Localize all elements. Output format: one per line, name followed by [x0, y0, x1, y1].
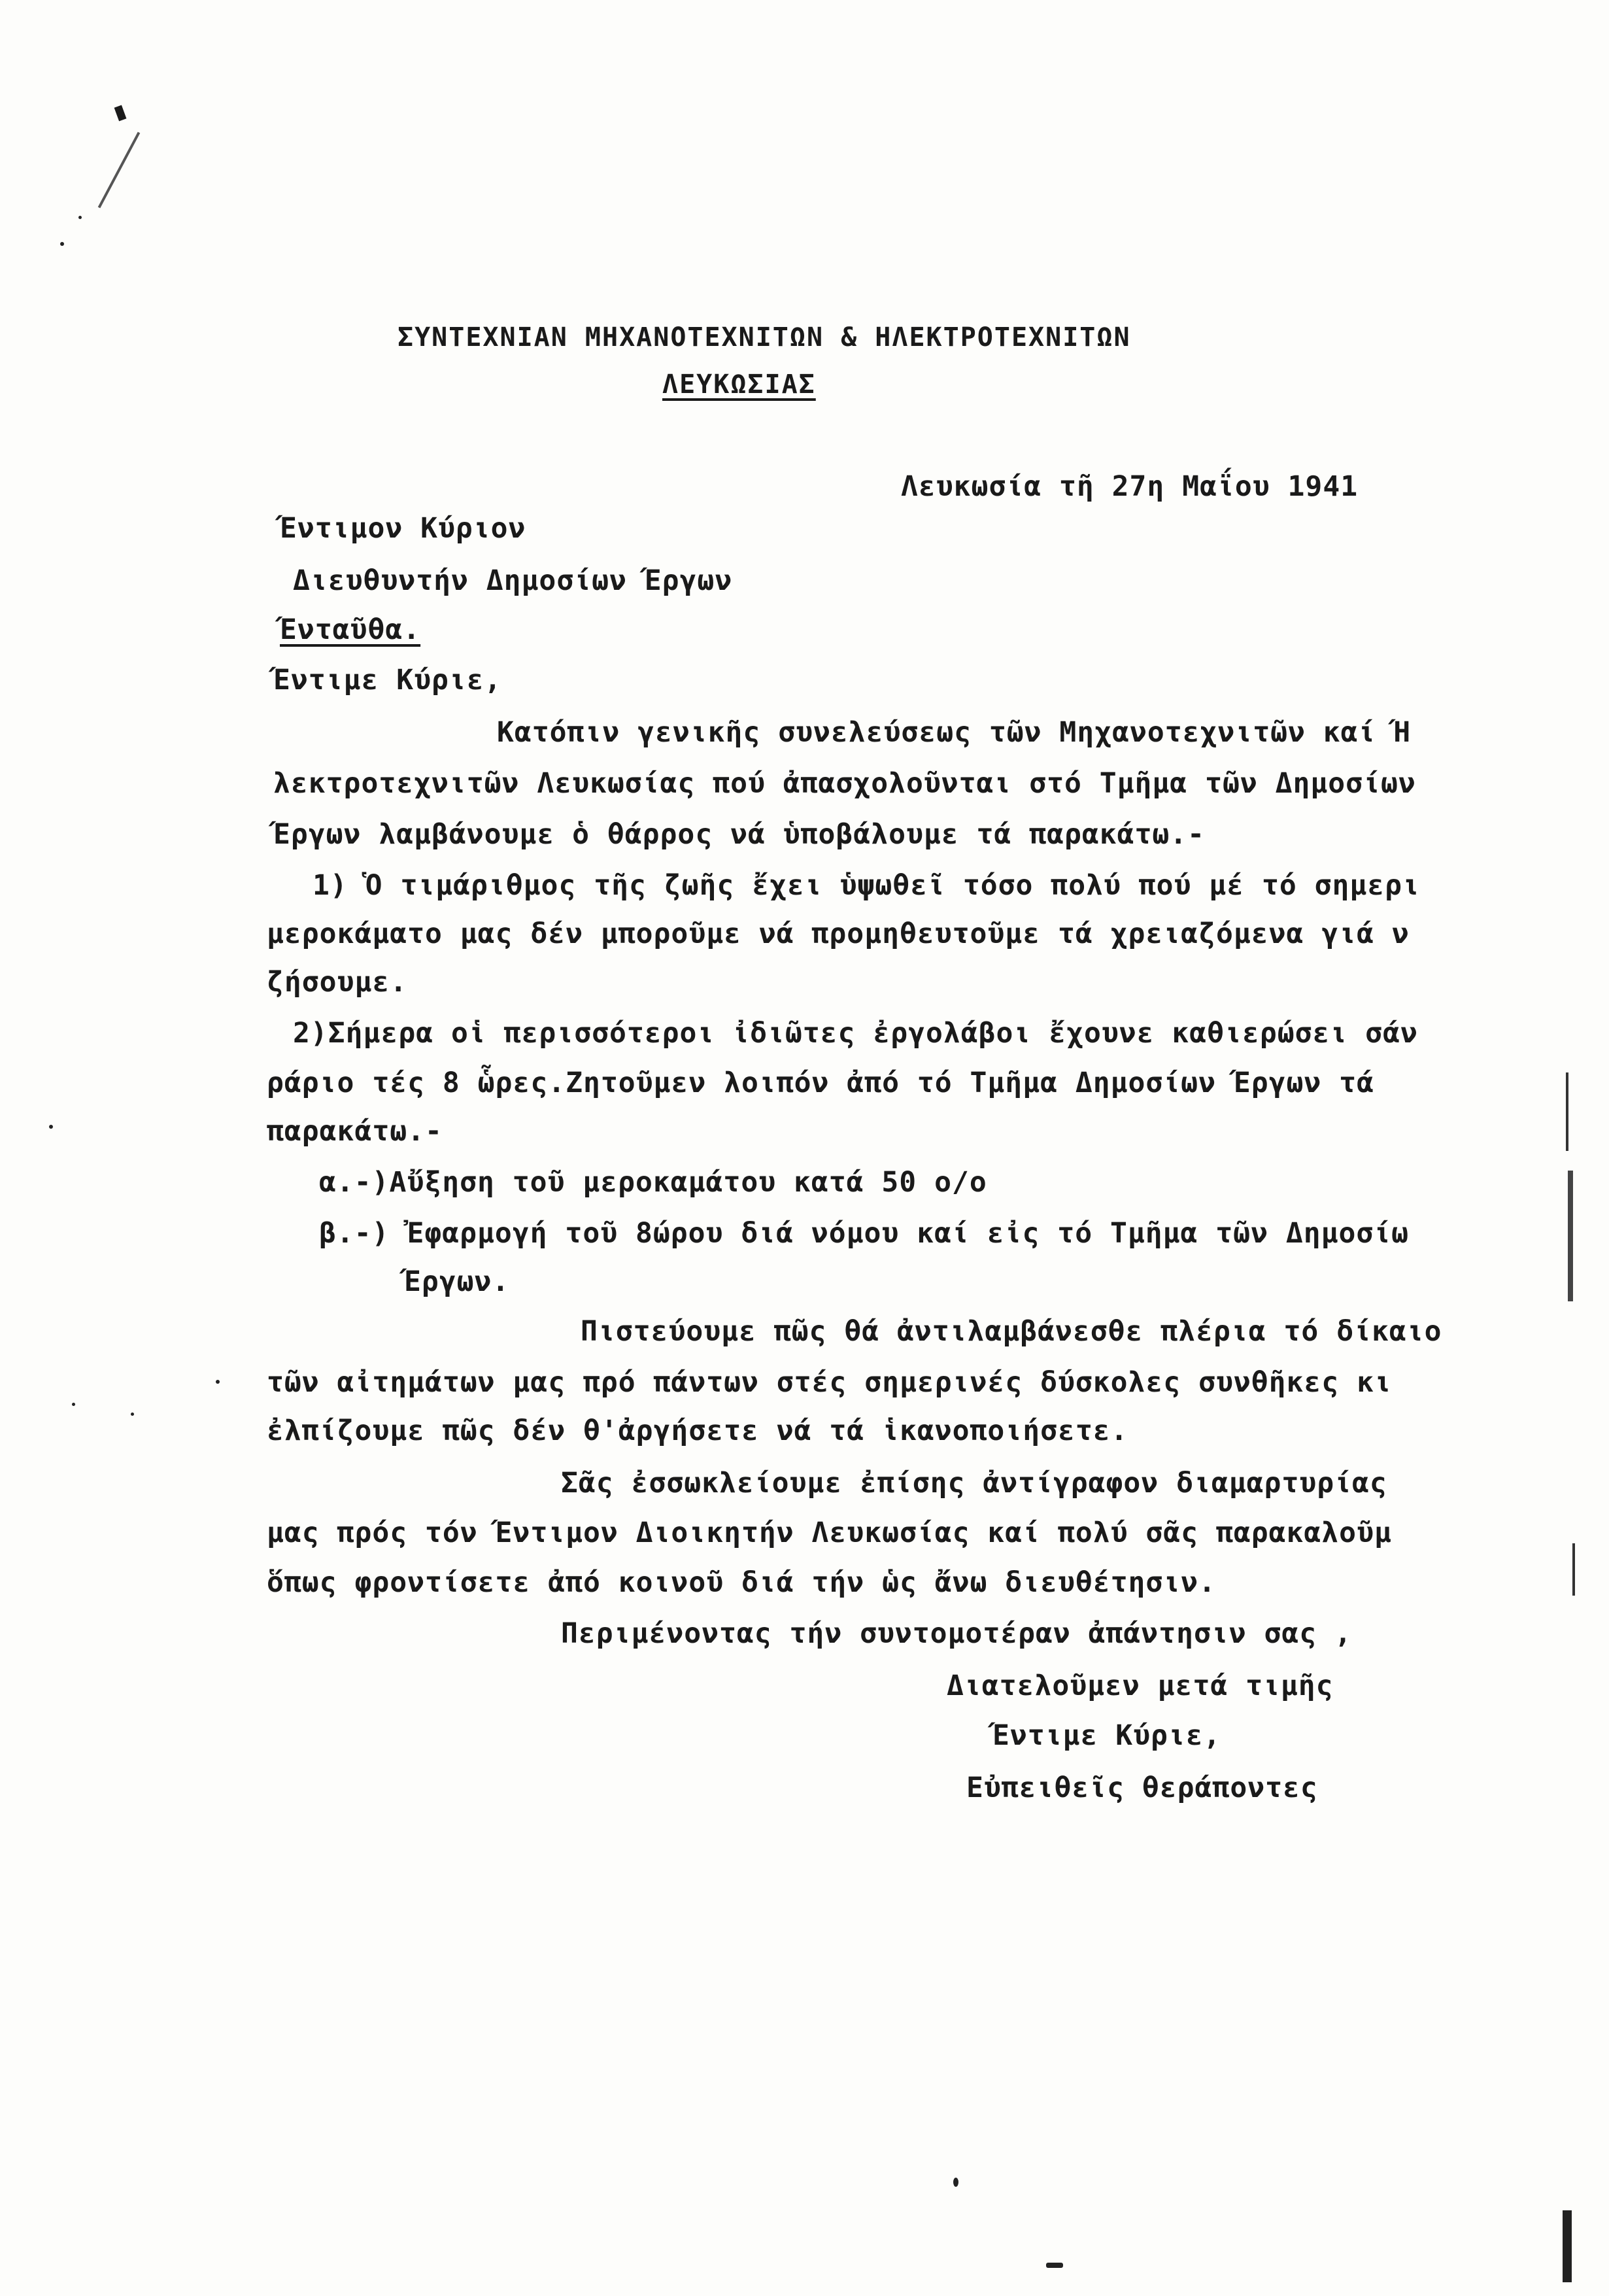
scan-speck — [131, 1413, 134, 1416]
salutation: Έντιμε Κύριε, — [273, 664, 502, 696]
organization-city: ΛΕΥΚΩΣΙΑΣ — [662, 369, 816, 400]
closing-line-3: Εὐπειθεῖς θεράποντες — [966, 1772, 1318, 1804]
body-line: β.-) Ἐφαρμογή τοῦ 8ώρου διά νόμου καί εἰς τό Τμῆμα τῶν Δημοσίω — [319, 1217, 1410, 1250]
scan-speck — [60, 242, 64, 246]
scan-speck — [953, 2178, 958, 2187]
scan-speck — [72, 1403, 75, 1406]
body-line: λεκτροτεχνιτῶν Λευκωσίας πού ἀπασχολοῦνται στό Τμῆμα τῶν Δημοσίων — [273, 767, 1416, 800]
scan-mark — [114, 105, 127, 122]
body-line: ζήσουμε. — [267, 966, 408, 999]
body-line: Έργων. — [404, 1265, 510, 1298]
body-line: ὅπως φροντίσετε ἀπό κοινοῦ διά τήν ὡς ἄνω διευθέτησιν. — [267, 1566, 1216, 1599]
margin-artifact — [1563, 2210, 1572, 2282]
body-line: μεροκάματο μας δέν μποροῦμε νά προμηθευτοῦμε τά χρειαζόμενα γιά ν — [267, 917, 1410, 950]
body-line: τῶν αἰτημάτων μας πρό πάντων στές σημερινές δύσκολες συνθῆκες κι — [267, 1366, 1392, 1399]
body-line: Σᾶς ἐσσωκλείουμε ἐπίσης ἀντίγραφον διαμαρτυρίας — [561, 1467, 1387, 1499]
body-line: ράριο τές 8 ὧρες.Ζητοῦμεν λοιπόν ἀπό τό Τμῆμα Δημοσίων Έργων τά — [267, 1067, 1374, 1099]
recipient-line-3: Ένταῦθα. — [280, 613, 421, 646]
scan-speck — [78, 216, 82, 219]
closing-line-2: Έντιμε Κύριε, — [992, 1719, 1221, 1752]
body-line: Κατόπιν γενικῆς συνελεύσεως τῶν Μηχανοτεχνιτῶν καί Ή — [497, 716, 1412, 749]
body-line: Πιστεύουμε πῶς θά ἀντιλαμβάνεσθε πλέρια τό δίκαιο — [581, 1315, 1442, 1348]
recipient-line-1: Έντιμον Κύριον — [280, 512, 526, 545]
recipient-line-2: Διευθυντήν Δημοσίων Έργων — [293, 564, 733, 597]
margin-artifact — [1568, 1171, 1573, 1301]
body-line: παρακάτω.- — [267, 1115, 443, 1148]
body-line: μας πρός τόν Έντιμον Διοικητήν Λευκωσίας καί πολύ σᾶς παρακαλοῦμ — [267, 1516, 1392, 1549]
closing-line-1: Διατελοῦμεν μετά τιμῆς — [947, 1670, 1334, 1702]
margin-artifact — [1566, 1072, 1568, 1151]
body-line: 1) Ὁ τιμάριθμος τῆς ζωῆς ἔχει ὑψωθεῖ τόσο πολύ πού μέ τό σημερι — [313, 869, 1420, 902]
scan-mark — [98, 132, 141, 209]
scan-speck — [49, 1125, 53, 1129]
body-line: 2)Σήμερα οἱ περισσότεροι ἰδιῶτες ἐργολάβοι ἔχουνε καθιερώσει σάν — [293, 1017, 1418, 1050]
date-line: Λευκωσία τῆ 27η Μαΐου 1941 — [901, 470, 1359, 503]
body-line: Περιμένοντας τήν συντομοτέραν ἀπάντησιν σας , — [561, 1617, 1352, 1650]
organization-heading: ΣΥΝΤΕΧΝΙΑΝ ΜΗΧΑΝΟΤΕΧΝΙΤΩΝ & ΗΛΕΚΤΡΟΤΕΧΝΙΤΩΝ — [398, 322, 1131, 352]
body-line: Έργων λαμβάνουμε ὁ θάρρος νά ὑποβάλουμε τά παρακάτω.- — [273, 818, 1206, 851]
scan-speck — [1046, 2263, 1063, 2268]
scan-speck — [216, 1380, 220, 1384]
body-line: α.-)Αὔξηση τοῦ μεροκαμάτου κατά 50 ο/ο — [319, 1166, 987, 1199]
margin-artifact — [1572, 1543, 1575, 1596]
body-line: ἐλπίζουμε πῶς δέν θ'ἀργήσετε νά τά ἱκανοποιήσετε. — [267, 1414, 1128, 1447]
